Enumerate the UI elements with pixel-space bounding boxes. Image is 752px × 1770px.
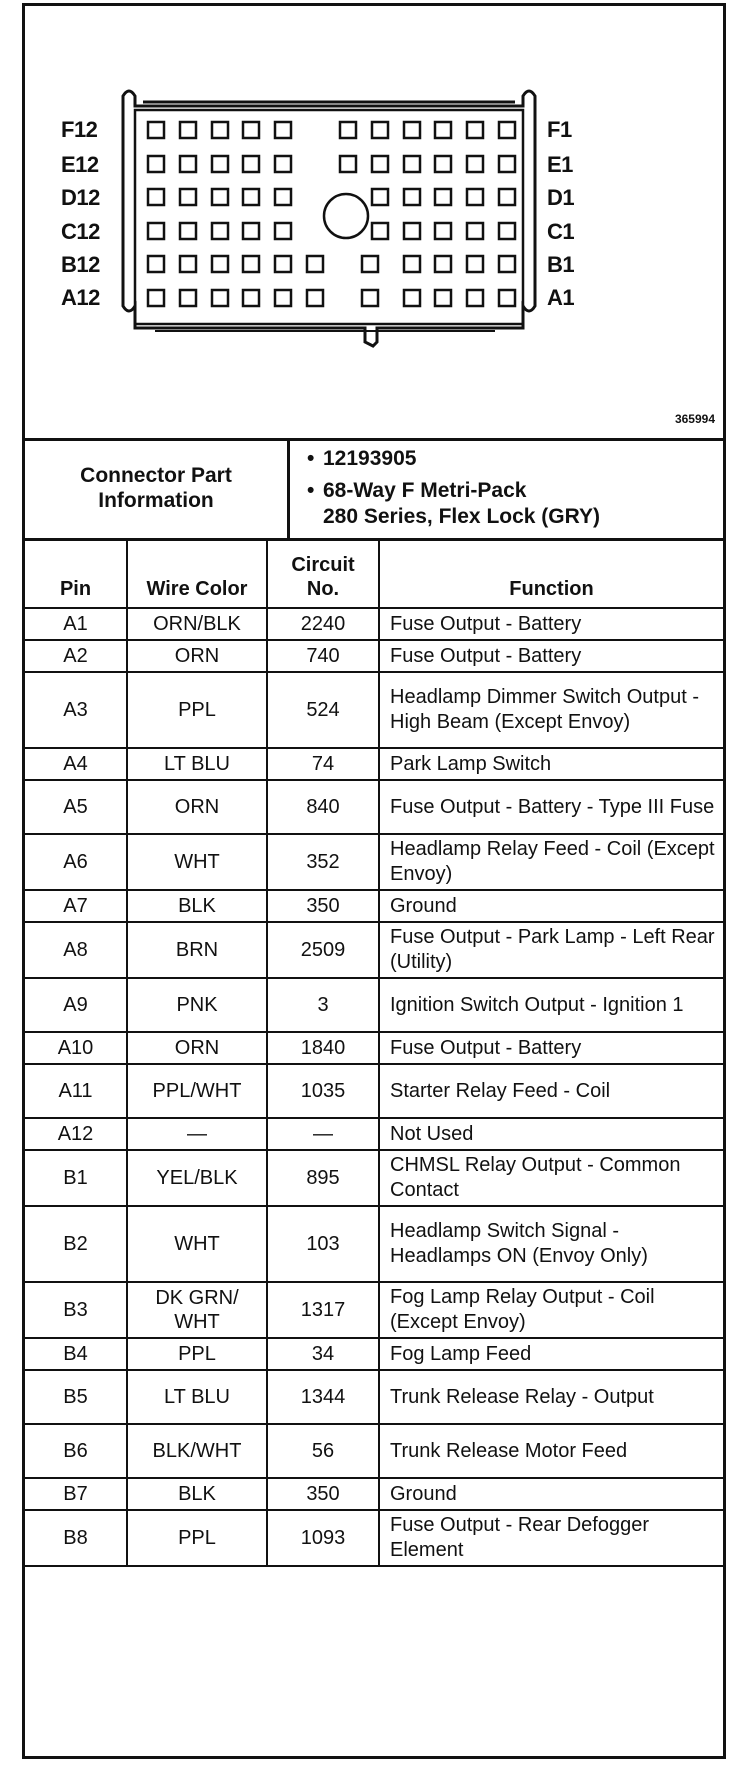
wire-color-cell: BLK: [127, 890, 267, 922]
pin-cavity: [180, 189, 196, 205]
pin-cell: A2: [25, 640, 127, 672]
pin-cell: A1: [25, 608, 127, 640]
pin-cavity: [340, 122, 356, 138]
wire-color-cell: ORN: [127, 780, 267, 834]
part-number: 12193905: [323, 447, 417, 470]
part-info-label: [25, 438, 290, 538]
pin-cell: A4: [25, 748, 127, 780]
row-label-e12: E12: [61, 152, 99, 177]
pin-cell: A11: [25, 1064, 127, 1118]
pin-cavity: [275, 122, 291, 138]
circuit-cell: 103: [267, 1206, 379, 1282]
row-label-d12: D12: [61, 185, 100, 210]
function-cell: Ignition Switch Output - Ignition 1: [379, 978, 723, 1032]
pin-cell: B6: [25, 1424, 127, 1478]
pin-cavity: [180, 256, 196, 272]
table-row: [25, 1338, 723, 1370]
pin-cavity: [148, 223, 164, 239]
pin-cavity: [180, 156, 196, 172]
pin-cavity: [499, 290, 515, 306]
pin-cavity: [467, 290, 483, 306]
part-description-line2: 280 Series, Flex Lock (GRY): [323, 505, 601, 528]
connector-part-info: [25, 438, 723, 541]
pin-cell: A9: [25, 978, 127, 1032]
circuit-cell: 34: [267, 1338, 379, 1370]
header-circuit-line1: Circuit: [291, 554, 355, 576]
function-cell: Ground: [379, 890, 723, 922]
pin-cell: A6: [25, 834, 127, 890]
pin-cavity: [404, 256, 420, 272]
circuit-cell: 840: [267, 780, 379, 834]
pin-cell: B5: [25, 1370, 127, 1424]
circuit-cell: 895: [267, 1150, 379, 1206]
function-cell: Trunk Release Motor Feed: [379, 1424, 723, 1478]
pin-cavity: [307, 290, 323, 306]
table-row: [25, 1206, 723, 1282]
function-cell: Headlamp Switch Signal - Headlamps ON (Envoy Only): [379, 1206, 723, 1282]
circuit-cell: 352: [267, 834, 379, 890]
wire-color-cell: LT BLU: [127, 1370, 267, 1424]
table-row: [25, 834, 723, 890]
pin-cavity: [467, 189, 483, 205]
wire-color-cell: BLK/WHT: [127, 1424, 267, 1478]
circuit-cell: 1344: [267, 1370, 379, 1424]
wire-color-cell: ORN/BLK: [127, 608, 267, 640]
pin-cavity: [275, 290, 291, 306]
circuit-cell: —: [267, 1118, 379, 1150]
pin-cell: B8: [25, 1510, 127, 1566]
row-label-d1: D1: [547, 185, 575, 210]
pin-cavities: [148, 122, 515, 306]
function-cell: Fuse Output - Battery: [379, 608, 723, 640]
pin-cavity: [243, 189, 259, 205]
pin-cavity: [499, 189, 515, 205]
pin-cavity: [435, 223, 451, 239]
pin-cell: A7: [25, 890, 127, 922]
pin-cavity: [435, 290, 451, 306]
row-label-a1: A1: [547, 285, 575, 310]
wire-color-cell: BRN: [127, 922, 267, 978]
pin-cell: A8: [25, 922, 127, 978]
pin-cavity: [372, 223, 388, 239]
pin-cavity: [275, 189, 291, 205]
pin-cavity: [212, 156, 228, 172]
pin-cavity: [362, 290, 378, 306]
pin-cavity: [435, 189, 451, 205]
part-info-details: [307, 446, 600, 530]
pin-cavity: [340, 156, 356, 172]
pin-cavity: [499, 223, 515, 239]
pin-cavity: [362, 256, 378, 272]
function-cell: Park Lamp Switch: [379, 748, 723, 780]
part-info-label-line2: Information: [98, 489, 214, 512]
header-pin: Pin: [25, 541, 127, 608]
pin-cavity: [243, 223, 259, 239]
row-label-c1: C1: [547, 219, 575, 244]
pin-cavity: [148, 189, 164, 205]
pin-cavity: [499, 256, 515, 272]
table-row: [25, 1478, 723, 1510]
pin-cavity: [499, 122, 515, 138]
pin-cavity: [435, 122, 451, 138]
pin-cavity: [243, 256, 259, 272]
part-info-label-line1: Connector Part: [80, 464, 232, 487]
pin-cavity: [372, 189, 388, 205]
connector-inner-frame: [135, 110, 523, 324]
pin-cell: A10: [25, 1032, 127, 1064]
function-cell: Headlamp Relay Feed - Coil (Except Envoy): [379, 834, 723, 890]
pin-cell: A5: [25, 780, 127, 834]
wire-color-cell: PNK: [127, 978, 267, 1032]
connector-outline: [123, 91, 535, 346]
row-label-e1: E1: [547, 152, 573, 177]
table-row: [25, 640, 723, 672]
table-row: [25, 978, 723, 1032]
pin-cell: A3: [25, 672, 127, 748]
description-line: [307, 478, 600, 504]
wire-color-cell: WHT: [127, 1206, 267, 1282]
wire-color-cell: DK GRN/ WHT: [127, 1282, 267, 1338]
pin-cell: B3: [25, 1282, 127, 1338]
connector-diagram: [25, 6, 723, 441]
pin-cavity: [212, 223, 228, 239]
table-row: [25, 1510, 723, 1566]
table-row: [25, 1118, 723, 1150]
pin-table-body: [25, 608, 723, 1566]
circuit-cell: 1093: [267, 1510, 379, 1566]
circuit-cell: 350: [267, 1478, 379, 1510]
pin-cavity: [275, 156, 291, 172]
pin-cavity: [467, 156, 483, 172]
function-cell: Fuse Output - Park Lamp - Left Rear (Utility): [379, 922, 723, 978]
connector-sheet: [22, 3, 726, 1759]
circuit-cell: 3: [267, 978, 379, 1032]
wire-color-cell: ORN: [127, 1032, 267, 1064]
wire-color-cell: WHT: [127, 834, 267, 890]
pin-cavity: [212, 189, 228, 205]
circuit-cell: 74: [267, 748, 379, 780]
header-wire-color: Wire Color: [127, 541, 267, 608]
table-row: [25, 608, 723, 640]
row-label-c12: C12: [61, 219, 100, 244]
pin-cavity: [148, 122, 164, 138]
wire-color-cell: ORN: [127, 640, 267, 672]
header-circuit-line2: No.: [306, 578, 340, 600]
pin-cavity: [404, 223, 420, 239]
row-label-b1: B1: [547, 252, 575, 277]
pin-cell: B7: [25, 1478, 127, 1510]
pin-cavity: [467, 223, 483, 239]
circuit-cell: 350: [267, 890, 379, 922]
pin-cavity: [404, 122, 420, 138]
pin-cavity: [243, 290, 259, 306]
pin-cavity: [467, 122, 483, 138]
connector-face-drawing: [25, 6, 723, 438]
pin-cavity: [180, 290, 196, 306]
pin-cavity: [275, 256, 291, 272]
pin-cell: B2: [25, 1206, 127, 1282]
circuit-cell: 56: [267, 1424, 379, 1478]
pin-cavity: [372, 122, 388, 138]
pin-cavity: [243, 122, 259, 138]
pin-cavity: [372, 156, 388, 172]
wire-color-cell: PPL: [127, 1338, 267, 1370]
wire-color-cell: PPL: [127, 672, 267, 748]
table-row: [25, 922, 723, 978]
function-cell: CHMSL Relay Output - Common Contact: [379, 1150, 723, 1206]
pin-cavity: [435, 256, 451, 272]
header-function: Function: [379, 541, 723, 608]
wire-color-cell: —: [127, 1118, 267, 1150]
pin-cavity: [148, 156, 164, 172]
table-row: [25, 1282, 723, 1338]
pin-cavity: [212, 290, 228, 306]
bullet-icon: •: [307, 479, 315, 502]
wire-color-cell: YEL/BLK: [127, 1150, 267, 1206]
row-label-a12: A12: [61, 285, 100, 310]
table-row: [25, 748, 723, 780]
circuit-cell: 1317: [267, 1282, 379, 1338]
pin-cavity: [212, 122, 228, 138]
circuit-cell: 740: [267, 640, 379, 672]
function-cell: Headlamp Dimmer Switch Output - High Beam (Except Envoy): [379, 672, 723, 748]
function-cell: Fuse Output - Rear Defogger Element: [379, 1510, 723, 1566]
function-cell: Fuse Output - Battery: [379, 640, 723, 672]
row-label-b12: B12: [61, 252, 100, 277]
table-header-row: [25, 541, 723, 608]
pin-cavity: [212, 256, 228, 272]
center-bolt-hole: [324, 194, 368, 238]
circuit-cell: 1035: [267, 1064, 379, 1118]
part-number-line: [307, 446, 600, 472]
wire-color-cell: PPL: [127, 1510, 267, 1566]
pin-cell: A12: [25, 1118, 127, 1150]
function-cell: Trunk Release Relay - Output: [379, 1370, 723, 1424]
figure-number: 365994: [674, 412, 715, 426]
wire-color-cell: BLK: [127, 1478, 267, 1510]
header-circuit-no: [267, 541, 379, 608]
pin-cavity: [148, 290, 164, 306]
part-description-line1: 68-Way F Metri-Pack: [323, 479, 527, 502]
pin-cavity: [275, 223, 291, 239]
pin-cavity: [180, 122, 196, 138]
table-row: [25, 780, 723, 834]
pin-cell: B1: [25, 1150, 127, 1206]
function-cell: Fuse Output - Battery: [379, 1032, 723, 1064]
circuit-cell: 2240: [267, 608, 379, 640]
function-cell: Starter Relay Feed - Coil: [379, 1064, 723, 1118]
pin-cavity: [307, 256, 323, 272]
wire-color-cell: PPL/WHT: [127, 1064, 267, 1118]
pin-cavity: [404, 189, 420, 205]
wire-color-cell: LT BLU: [127, 748, 267, 780]
row-label-f1: F1: [547, 117, 572, 142]
pin-cavity: [404, 156, 420, 172]
table-row: [25, 1424, 723, 1478]
function-cell: Ground: [379, 1478, 723, 1510]
function-cell: Fog Lamp Feed: [379, 1338, 723, 1370]
pin-cavity: [499, 156, 515, 172]
table-row: [25, 672, 723, 748]
bullet-icon: •: [307, 447, 315, 470]
pin-cavity: [180, 223, 196, 239]
circuit-cell: 524: [267, 672, 379, 748]
table-row: [25, 890, 723, 922]
pin-cavity: [243, 156, 259, 172]
pin-cell: B4: [25, 1338, 127, 1370]
pin-cavity: [435, 156, 451, 172]
pin-cavity: [467, 256, 483, 272]
function-cell: Not Used: [379, 1118, 723, 1150]
table-row: [25, 1032, 723, 1064]
table-row: [25, 1370, 723, 1424]
table-row: [25, 1150, 723, 1206]
function-cell: Fuse Output - Battery - Type III Fuse: [379, 780, 723, 834]
circuit-cell: 1840: [267, 1032, 379, 1064]
function-cell: Fog Lamp Relay Output - Coil (Except Envoy): [379, 1282, 723, 1338]
pin-cavity: [148, 256, 164, 272]
pin-table: [25, 541, 723, 1567]
circuit-cell: 2509: [267, 922, 379, 978]
table-row: [25, 1064, 723, 1118]
row-label-f12: F12: [61, 117, 98, 142]
pin-cavity: [404, 290, 420, 306]
